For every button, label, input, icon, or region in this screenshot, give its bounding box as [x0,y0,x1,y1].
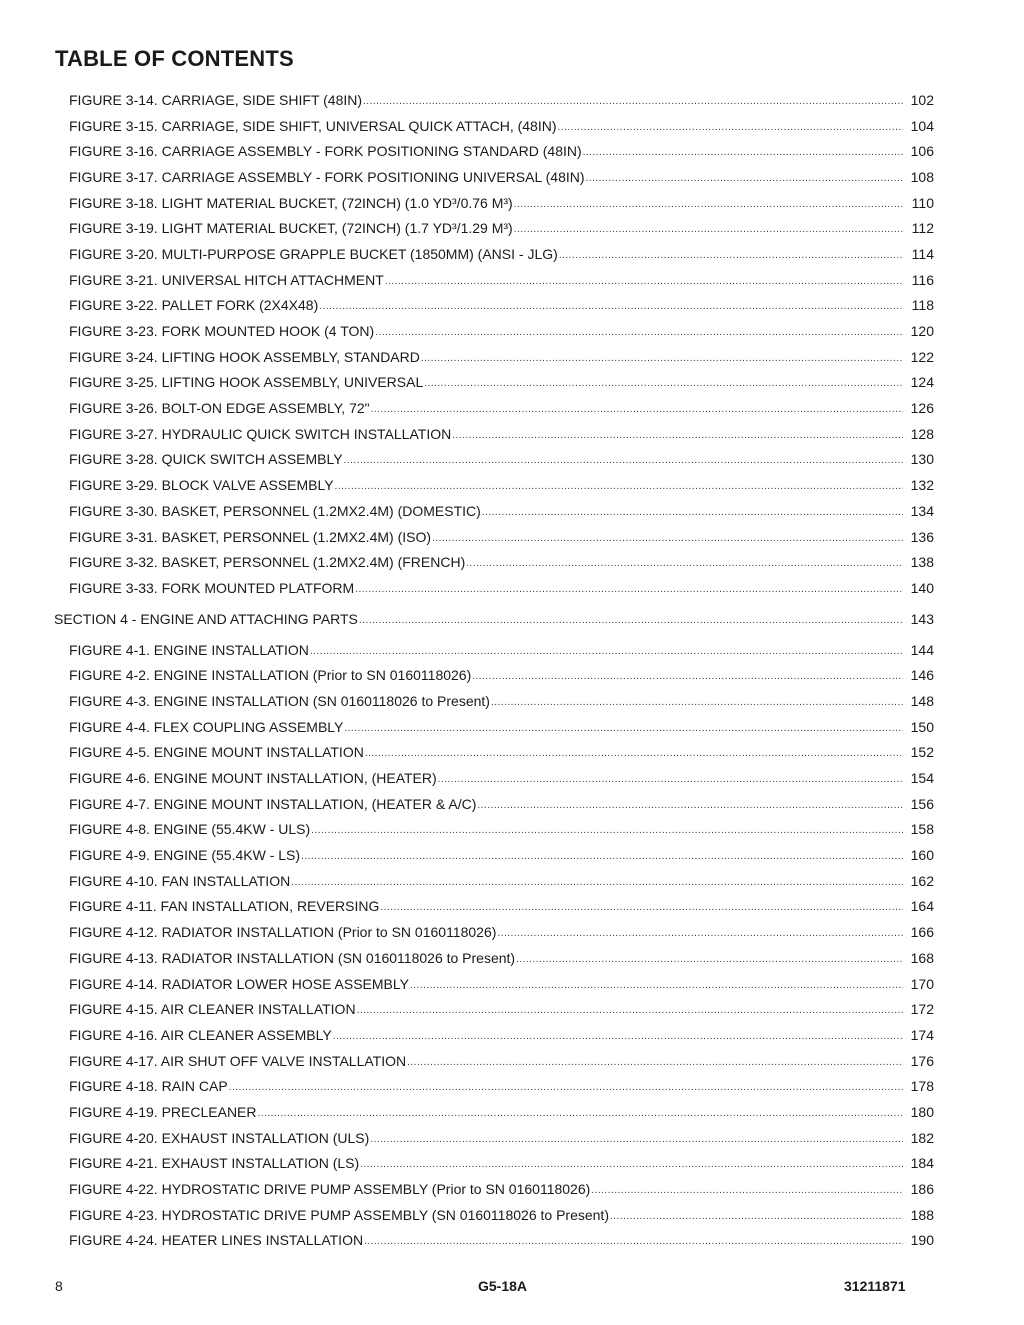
dot-leader [229,1081,903,1095]
toc-entry-page: 188 [910,1206,934,1223]
dot-leader [516,953,903,967]
toc-figure-entry[interactable] [0,293,1024,319]
toc-figure-entry[interactable] [0,241,1024,267]
toc-entry-title: FIGURE 4-4. FLEX COUPLING ASSEMBLY [69,718,344,735]
toc-entry-title: FIGURE 3-23. FORK MOUNTED HOOK (4 TON) [69,323,375,340]
toc-figure-entry[interactable] [0,498,1024,524]
toc-entry-page: 112 [911,220,934,237]
dot-leader [310,645,903,659]
toc-figure-entry[interactable] [0,164,1024,190]
dot-leader [291,876,903,890]
toc-entry-page: 146 [910,667,934,684]
toc-entry-page: 114 [911,245,934,262]
toc-entry-page: 168 [910,949,934,966]
toc-entry-title: FIGURE 4-19. PRECLEANER [69,1103,257,1120]
dot-leader [375,326,903,340]
toc-entry-page: 122 [910,348,934,365]
dot-leader [371,403,903,417]
toc-entry-title: FIGURE 4-7. ENGINE MOUNT INSTALLATION, (HEATER & A/C) [69,795,477,812]
dot-leader [301,850,903,864]
toc-figure-entry[interactable] [0,1151,1024,1177]
toc-entry-page: 180 [910,1103,934,1120]
toc-entry-page: 108 [910,168,934,185]
dot-leader [344,722,903,736]
toc-entry-title: FIGURE 4-15. AIR CLEANER INSTALLATION [69,1001,356,1018]
toc-figure-entry[interactable] [0,791,1024,817]
toc-entry-title: FIGURE 4-1. ENGINE INSTALLATION [69,641,309,658]
dot-leader [359,614,903,628]
dot-leader [482,506,903,520]
toc-figure-entry[interactable] [0,1125,1024,1151]
dot-leader [365,747,903,761]
toc-entry-page: 172 [910,1001,934,1018]
toc-entry-title: FIGURE 4-13. RADIATOR INSTALLATION (SN 0160118026 to Present) [69,949,516,966]
toc-entry-page: 143 [910,610,934,627]
dot-leader [407,1056,903,1070]
toc-entry-page: 176 [910,1052,934,1069]
toc-figure-entry[interactable] [0,344,1024,370]
toc-figure-entry[interactable] [0,817,1024,843]
toc-entry-title: FIGURE 3-14. CARRIAGE, SIDE SHIFT (48IN) [69,91,363,108]
toc-entry-page: 154 [910,770,934,787]
toc-entry-title: FIGURE 3-30. BASKET, PERSONNEL (1.2MX2.4M) (DOMESTIC) [69,502,481,519]
dot-leader [452,429,903,443]
toc-figure-entry[interactable] [0,765,1024,791]
toc-figure-entry[interactable] [0,662,1024,688]
toc-entry-title: FIGURE 4-3. ENGINE INSTALLATION (SN 0160118026 to Present) [69,692,490,709]
dot-leader [472,670,903,684]
toc-entry-page: 128 [910,425,934,442]
toc-entry-title: FIGURE 3-29. BLOCK VALVE ASSEMBLY [69,477,334,494]
dot-leader [438,773,903,787]
dot-leader [477,799,903,813]
toc-entry-title: FIGURE 3-22. PALLET FORK (2X4X48) [69,297,319,314]
toc-figure-entry[interactable] [0,971,1024,997]
toc-entry-page: 190 [910,1232,934,1249]
toc-entry-title: FIGURE 3-32. BASKET, PERSONNEL (1.2MX2.4M) (FRENCH) [69,554,466,571]
footer-document-number: 31211871 [844,1278,906,1294]
toc-entry-page: 140 [910,579,934,596]
toc-list [0,87,1024,1253]
toc-entry-page: 124 [910,374,934,391]
toc-entry-title: FIGURE 4-12. RADIATOR INSTALLATION (Prior to SN 0160118026) [69,924,497,941]
toc-entry-page: 184 [910,1155,934,1172]
dot-leader [497,927,903,941]
toc-figure-entry[interactable] [0,842,1024,868]
toc-entry-page: 116 [911,271,934,288]
toc-entry-title: SECTION 4 - ENGINE AND ATTACHING PARTS [54,610,358,627]
toc-entry-title: FIGURE 4-20. EXHAUST INSTALLATION (ULS) [69,1129,370,1146]
dot-leader [364,1235,903,1249]
toc-entry-page: 160 [910,847,934,864]
toc-figure-entry[interactable] [0,1073,1024,1099]
toc-figure-entry[interactable] [0,524,1024,550]
toc-figure-entry[interactable] [0,1228,1024,1254]
toc-entry-page: 102 [910,91,934,108]
toc-entry-page: 126 [910,400,934,417]
toc-entry-title: FIGURE 4-14. RADIATOR LOWER HOSE ASSEMBLY [69,975,409,992]
dot-leader [514,198,903,212]
toc-entry-page: 106 [910,143,934,160]
dot-leader [380,901,903,915]
toc-figure-entry[interactable] [0,740,1024,766]
dot-leader [583,146,903,160]
dot-leader [319,300,903,314]
dot-leader [491,696,903,710]
toc-figure-entry[interactable] [0,714,1024,740]
toc-figure-entry[interactable] [0,472,1024,498]
toc-entry-title: FIGURE 3-33. FORK MOUNTED PLATFORM [69,579,355,596]
toc-figure-entry[interactable] [0,549,1024,575]
dot-leader [258,1107,904,1121]
dot-leader [385,275,903,289]
toc-entry-title: FIGURE 4-21. EXHAUST INSTALLATION (LS) [69,1155,360,1172]
toc-entry-title: FIGURE 4-9. ENGINE (55.4KW - LS) [69,847,301,864]
toc-entry-title: FIGURE 3-16. CARRIAGE ASSEMBLY - FORK POSITIONING STANDARD (48IN) [69,143,582,160]
dot-leader [558,121,904,135]
toc-entry-title: FIGURE 4-6. ENGINE MOUNT INSTALLATION, (HEATER) [69,770,437,787]
toc-entry-page: 148 [910,692,934,709]
toc-figure-entry[interactable] [0,138,1024,164]
toc-entry-page: 164 [910,898,934,915]
dot-leader [424,377,903,391]
toc-entry-title: FIGURE 4-11. FAN INSTALLATION, REVERSING [69,898,380,915]
toc-figure-entry[interactable] [0,688,1024,714]
toc-entry-page: 144 [910,641,934,658]
toc-entry-title: FIGURE 3-20. MULTI-PURPOSE GRAPPLE BUCKET (1850MM) (ANSI - JLG) [69,245,558,262]
dot-leader [586,172,903,186]
dot-leader [591,1184,903,1198]
toc-figure-entry[interactable] [0,1099,1024,1125]
dot-leader [514,223,903,237]
dot-leader [370,1133,903,1147]
toc-entry-title: FIGURE 4-17. AIR SHUT OFF VALVE INSTALLATION [69,1052,407,1069]
toc-entry-page: 158 [910,821,934,838]
dot-leader [421,352,903,366]
toc-figure-entry[interactable] [0,447,1024,473]
toc-entry-title: FIGURE 4-24. HEATER LINES INSTALLATION [69,1232,364,1249]
dot-leader [432,532,903,546]
toc-figure-entry[interactable] [0,1202,1024,1228]
toc-figure-entry[interactable] [0,1176,1024,1202]
toc-entry-page: 138 [910,554,934,571]
toc-entry-page: 136 [910,528,934,545]
dot-leader [335,480,903,494]
toc-entry-title: FIGURE 3-21. UNIVERSAL HITCH ATTACHMENT [69,271,384,288]
page-title: TABLE OF CONTENTS [55,46,294,71]
toc-entry-title: FIGURE 3-31. BASKET, PERSONNEL (1.2MX2.4M) (ISO) [69,528,432,545]
dot-leader [610,1210,903,1224]
toc-entry-page: 186 [910,1181,934,1198]
toc-entry-page: 134 [910,502,934,519]
dot-leader [466,557,903,571]
toc-figure-entry[interactable] [0,395,1024,421]
dot-leader [355,583,903,597]
dot-leader [357,1004,903,1018]
toc-figure-entry[interactable] [0,996,1024,1022]
toc-figure-entry[interactable] [0,370,1024,396]
page-footer [0,1278,1024,1298]
dot-leader [360,1158,903,1172]
toc-entry-page: 104 [910,117,934,134]
toc-entry-title: FIGURE 4-18. RAIN CAP [69,1078,228,1095]
toc-entry-title: FIGURE 4-23. HYDROSTATIC DRIVE PUMP ASSEMBLY (SN 0160118026 to Present) [69,1206,609,1223]
toc-figure-entry[interactable] [0,267,1024,293]
toc-entry-page: 156 [910,795,934,812]
toc-figure-entry[interactable] [0,215,1024,241]
toc-figure-entry[interactable] [0,318,1024,344]
toc-entry-title: FIGURE 4-5. ENGINE MOUNT INSTALLATION [69,744,364,761]
toc-entry-title: FIGURE 3-25. LIFTING HOOK ASSEMBLY, UNIVERSAL [69,374,424,391]
toc-section-entry[interactable] [0,601,1024,637]
toc-figure-entry[interactable] [0,1022,1024,1048]
toc-entry-page: 118 [911,297,934,314]
toc-figure-entry[interactable] [0,637,1024,663]
toc-entry-title: FIGURE 3-26. BOLT-ON EDGE ASSEMBLY, 72" [69,400,370,417]
toc-entry-page: 174 [910,1026,934,1043]
toc-entry-page: 110 [911,194,934,211]
toc-entry-title: FIGURE 4-10. FAN INSTALLATION [69,872,291,889]
toc-figure-entry[interactable] [0,919,1024,945]
toc-entry-page: 120 [910,323,934,340]
toc-entry-page: 150 [910,718,934,735]
toc-entry-page: 170 [910,975,934,992]
toc-entry-title: FIGURE 3-27. HYDRAULIC QUICK SWITCH INSTALLATION [69,425,452,442]
footer-page-number: 8 [55,1278,63,1294]
toc-entry-page: 130 [910,451,934,468]
toc-figure-entry[interactable] [0,1048,1024,1074]
toc-entry-page: 166 [910,924,934,941]
toc-figure-entry[interactable] [0,868,1024,894]
toc-entry-page: 162 [910,872,934,889]
toc-entry-page: 182 [910,1129,934,1146]
toc-figure-entry[interactable] [0,113,1024,139]
toc-entry-title: FIGURE 4-2. ENGINE INSTALLATION (Prior to SN 0160118026) [69,667,472,684]
toc-figure-entry[interactable] [0,945,1024,971]
toc-entry-title: FIGURE 3-18. LIGHT MATERIAL BUCKET, (72INCH) (1.0 YD³/0.76 M³) [69,194,513,211]
dot-leader [311,824,903,838]
toc-entry-page: 152 [910,744,934,761]
toc-entry-title: FIGURE 3-17. CARRIAGE ASSEMBLY - FORK POSITIONING UNIVERSAL (48IN) [69,168,585,185]
dot-leader [559,249,903,263]
toc-entry-title: FIGURE 4-22. HYDROSTATIC DRIVE PUMP ASSEMBLY (Prior to SN 0160118026) [69,1181,591,1198]
footer-model: G5-18A [478,1278,528,1294]
dot-leader [363,95,903,109]
dot-leader [333,1030,903,1044]
toc-entry-page: 132 [910,477,934,494]
toc-entry-title: FIGURE 4-16. AIR CLEANER ASSEMBLY [69,1026,332,1043]
toc-figure-entry[interactable] [0,190,1024,216]
toc-figure-entry[interactable] [0,894,1024,920]
toc-entry-title: FIGURE 3-28. QUICK SWITCH ASSEMBLY [69,451,343,468]
dot-leader [410,979,903,993]
toc-entry-title: FIGURE 3-24. LIFTING HOOK ASSEMBLY, STANDARD [69,348,420,365]
toc-entry-title: FIGURE 4-8. ENGINE (55.4KW - ULS) [69,821,311,838]
toc-entry-title: FIGURE 3-15. CARRIAGE, SIDE SHIFT, UNIVERSAL QUICK ATTACH, (48IN) [69,117,557,134]
toc-entry-title: FIGURE 3-19. LIGHT MATERIAL BUCKET, (72INCH) (1.7 YD³/1.29 M³) [69,220,513,237]
toc-figure-entry[interactable] [0,575,1024,601]
toc-entry-page: 178 [910,1078,934,1095]
dot-leader [344,454,903,468]
toc-figure-entry[interactable] [0,421,1024,447]
toc-figure-entry[interactable] [0,87,1024,113]
